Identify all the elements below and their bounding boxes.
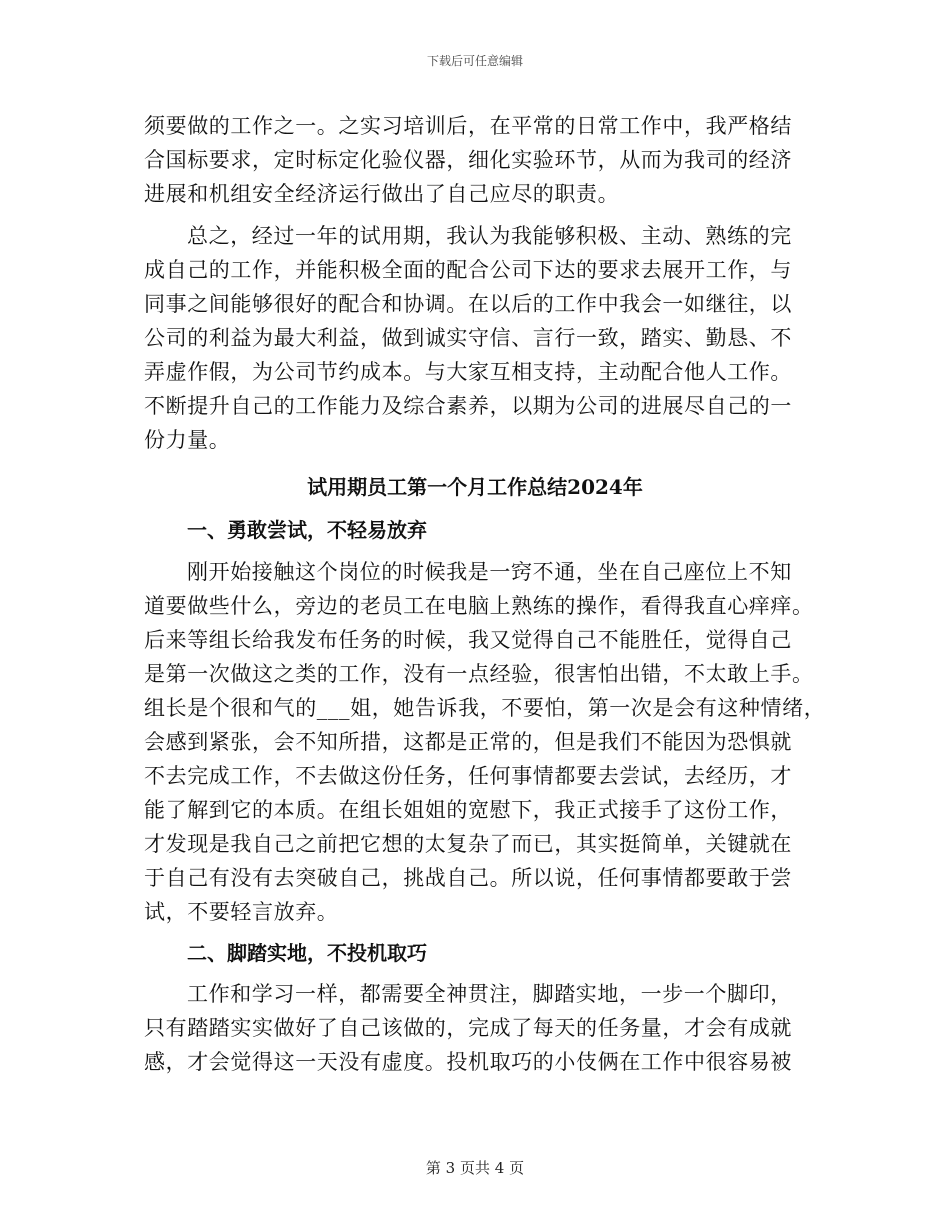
paragraph-line: 不去完成工作，不去做这份任务，任何事情都要去尝试，去经历，才 bbox=[144, 764, 792, 788]
paragraph-line: 进展和机组安全经济运行做出了自己应尽的职责。 bbox=[144, 182, 620, 206]
paragraph-line: 不断提升自己的工作能力及综合素养，以期为公司的进展尽自己的一 bbox=[144, 394, 792, 418]
paragraph-line: 只有踏踏实实做好了自己该做的，完成了每天的任务量，才会有成就 bbox=[144, 1016, 792, 1040]
paragraph-line: 才发现是我自己之前把它想的太复杂了而已，其实挺简单，关键就在 bbox=[144, 832, 792, 856]
paragraph-line: 合国标要求，定时标定化验仪器，细化实验环节，从而为我司的经济 bbox=[144, 148, 792, 172]
paragraph-line: 组长是个很和气的___姐，她告诉我，不要怕，第一次是会有这种情绪， bbox=[144, 696, 826, 720]
paragraph-line: 感，才会觉得这一天没有虚度。投机取巧的小伎俩在工作中很容易被 bbox=[144, 1050, 792, 1074]
paragraph-line: 于自己有没有去突破自己，挑战自己。所以说，任何事情都要敢于尝 bbox=[144, 866, 792, 890]
paragraph-line: 须要做的工作之一。之实习培训后，在平常的日常工作中，我严格结 bbox=[144, 114, 792, 138]
paragraph-line: 工作和学习一样，都需要全神贯注，脚踏实地，一步一个脚印， bbox=[187, 982, 792, 1006]
paragraph-line: 道要做些什么，旁边的老员工在电脑上熟练的操作，看得我直心痒痒。 bbox=[144, 594, 814, 618]
paragraph-line: 会感到紧张，会不知所措，这都是正常的，但是我们不能因为恐惧就 bbox=[144, 730, 792, 754]
section-heading-1: 一、勇敢尝试，不轻易放弃 bbox=[187, 518, 427, 542]
paragraph-line: 总之，经过一年的试用期，我认为我能够积极、主动、熟练的完 bbox=[187, 224, 792, 248]
paragraph-line: 同事之间能够很好的配合和协调。在以后的工作中我会一如继往，以 bbox=[144, 292, 792, 316]
paragraph-line: 弄虚作假，为公司节约成本。与大家互相支持，主动配合他人工作。 bbox=[144, 360, 792, 384]
page-header: 下载后可任意编辑 bbox=[426, 54, 523, 68]
section-heading-2: 二、脚踏实地，不投机取巧 bbox=[187, 941, 427, 965]
paragraph-line: 能了解到它的本质。在组长姐姐的宽慰下，我正式接手了这份工作， bbox=[144, 798, 792, 822]
paragraph-line: 刚开始接触这个岗位的时候我是一窍不通，坐在自己座位上不知 bbox=[187, 560, 792, 584]
paragraph-line: 后来等组长给我发布任务的时候，我又觉得自己不能胜任，觉得自己 bbox=[144, 628, 792, 652]
paragraph-line: 份力量。 bbox=[144, 428, 231, 452]
paragraph-line: 公司的利益为最大利益，做到诚实守信、言行一致，踏实、勤恳、不 bbox=[144, 326, 792, 350]
paragraph-line: 成自己的工作，并能积极全面的配合公司下达的要求去展开工作，与 bbox=[144, 258, 792, 282]
page-footer: 第 3 页共 4 页 bbox=[425, 1159, 525, 1177]
paragraph-line: 是第一次做这之类的工作，没有一点经验，很害怕出错，不太敢上手。 bbox=[144, 662, 814, 686]
paragraph-line: 试，不要轻言放弃。 bbox=[144, 900, 339, 924]
section-title: 试用期员工第一个月工作总结2024年 bbox=[307, 475, 643, 499]
